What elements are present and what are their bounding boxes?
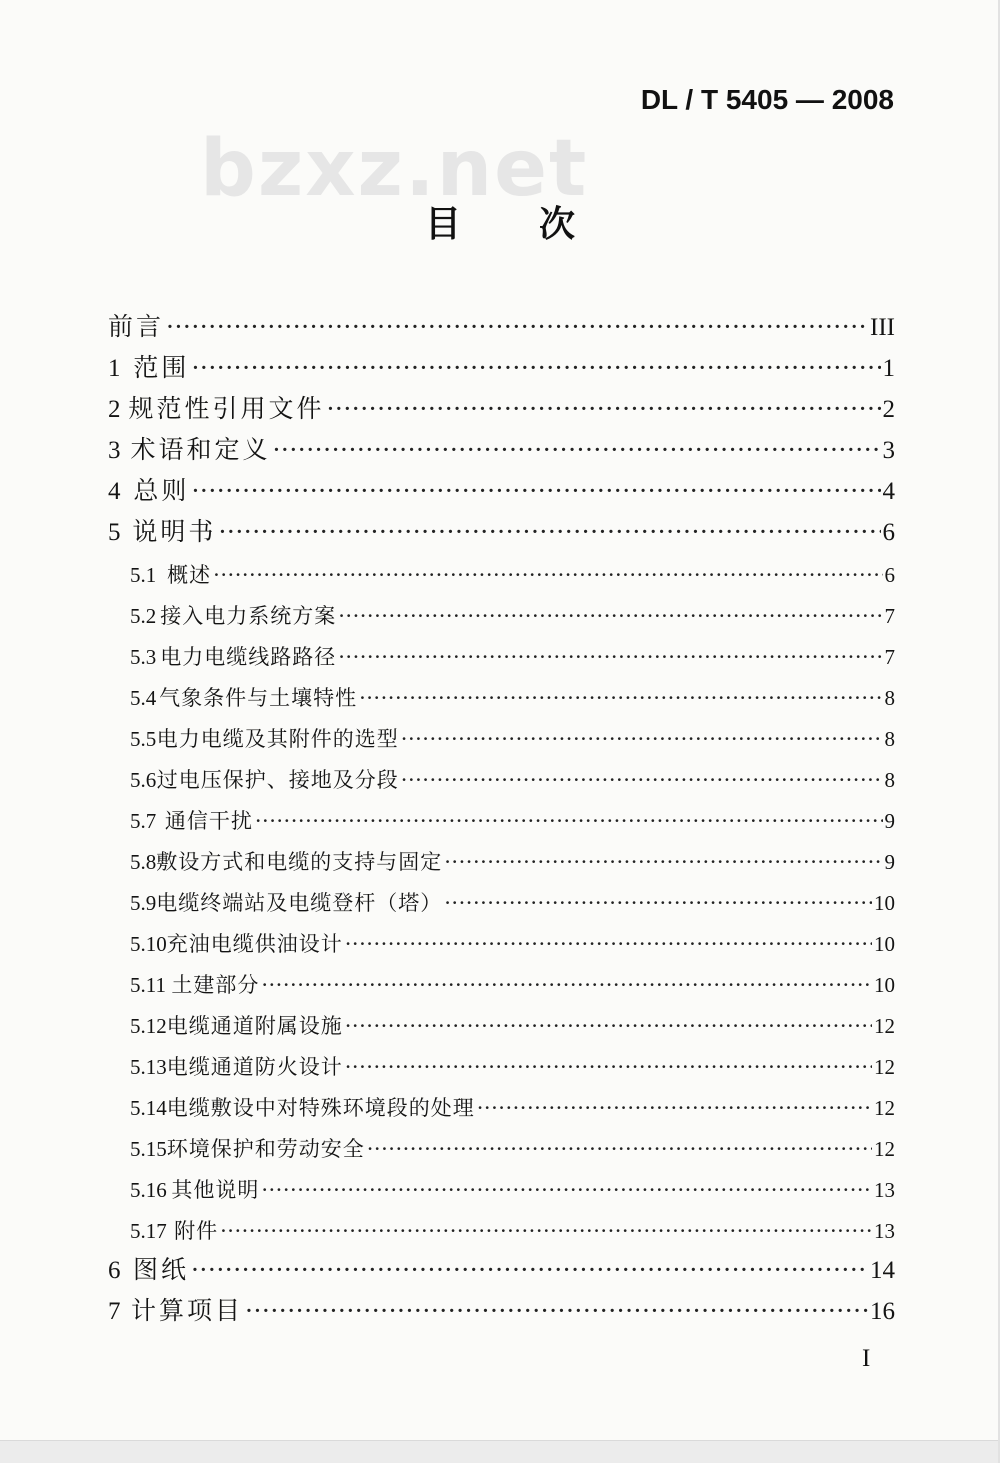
dot-leader [401,727,883,751]
toc-entry-label: 图纸 [132,1255,189,1284]
toc-entry-number: 5.4 [130,686,157,710]
toc-entry-5-11[interactable] [130,969,895,999]
toc-entry-label: 前言 [108,312,165,341]
toc-entry-label: 敷设方式和电缆的支持与固定 [156,850,443,874]
dot-leader [166,312,868,341]
toc-entry-7[interactable] [108,1291,895,1327]
toc-entry-page: 14 [870,1257,895,1284]
toc-entry-5-17[interactable] [130,1215,895,1245]
toc-entry-number: 5.13 [130,1055,167,1079]
toc-entry-label: 总则 [133,476,190,505]
dot-leader [444,891,872,915]
toc-entry-label: 规范性引用文件 [128,394,325,423]
toc-entry-page: III [870,314,895,341]
toc-entry-5-4[interactable] [130,682,895,712]
dot-leader [401,768,883,792]
toc-entry-page: 7 [884,645,895,669]
toc-entry-5-16[interactable] [130,1174,895,1204]
toc-entry-number: 5.10 [130,932,167,956]
dot-leader [345,932,872,956]
toc-entry-page: 12 [874,1137,895,1161]
toc-entry-page: 13 [874,1178,895,1202]
toc-entry-5-2[interactable] [130,600,895,630]
toc-entry-page: 10 [874,932,895,956]
toc-entry-1[interactable] [108,348,895,384]
toc-entry-label: 电力电缆及其附件的选型 [156,727,399,751]
toc-entry-label: 气象条件与土壤特性 [159,686,358,710]
dot-leader [213,563,882,587]
toc-entry-label: 概述 [167,563,212,587]
toc-entry-number: 5.11 [130,973,166,997]
toc-entry-number: 5.17 [130,1219,167,1243]
toc-entry-number: 5.7 [130,809,157,833]
toc-entry-page: 4 [882,478,895,505]
toc-entry-number: 5.6 [130,768,157,792]
toc-entry-5-7[interactable] [130,805,895,835]
toc-entry-number: 5.2 [130,604,157,628]
toc-entry-5-10[interactable] [130,928,895,958]
toc-entry-5-6[interactable] [130,764,895,794]
dot-leader [191,353,880,382]
toc-entry-page: 6 [884,563,895,587]
toc-entry-5-1[interactable] [130,559,895,589]
toc-entry-label: 充油电缆供油设计 [166,932,343,956]
toc-entry-page: 12 [874,1055,895,1079]
toc-entry-label: 通信干扰 [164,809,253,833]
page-folio: I [862,1345,871,1372]
toc-entry-page: 8 [884,686,895,710]
toc-entry-4[interactable] [108,471,895,507]
toc-entry-label: 说明书 [132,517,217,546]
toc-entry-number: 5 [108,519,121,546]
toc-entry-label: 计算项目 [130,1296,243,1325]
toc-entry-page: 12 [874,1096,895,1120]
toc-entry-label: 电缆敷设中对特殊环境段的处理 [166,1096,475,1120]
toc-entry-label: 电力电缆线路路径 [160,645,337,669]
toc-entry-label: 范围 [133,353,190,382]
toc-entry-5-8[interactable] [130,846,895,876]
title-char-1: 目 [424,204,461,245]
dot-leader [367,1137,872,1161]
toc-entry-number: 5.3 [130,645,157,669]
dot-leader [272,435,880,464]
toc-entry-3[interactable] [108,430,895,466]
toc-entry-5-13[interactable] [130,1051,895,1081]
toc-entry-5[interactable] [108,512,895,548]
toc-entry-label: 土建部分 [171,973,260,997]
toc-entry-number: 4 [108,478,121,505]
dot-leader [326,394,880,423]
dot-leader [477,1096,872,1120]
toc-entry-number: 5.14 [130,1096,167,1120]
toc-entry-number: 2 [108,396,121,423]
dot-leader [261,1178,872,1202]
toc-entry-page: 8 [884,727,895,751]
toc-entry-6[interactable] [108,1250,895,1286]
toc-entry-number: 5.5 [130,727,157,751]
toc-entry-5-14[interactable] [130,1092,895,1122]
toc-entry-label: 环境保护和劳动安全 [166,1137,365,1161]
toc-entry-5-15[interactable] [130,1133,895,1163]
toc-entry-page: 10 [874,891,895,915]
toc-entry-2[interactable] [108,389,895,425]
toc-entry-number: 7 [108,1298,121,1325]
standard-number: DL / T 5405 — 2008 [640,84,894,115]
toc-entry-number: 5.15 [130,1137,167,1161]
toc-entry-page: 2 [882,396,895,423]
watermark-text: bzxz.net [200,124,589,214]
dot-leader [220,1219,872,1243]
dot-leader [444,850,882,874]
toc-entry-page: 8 [884,768,895,792]
toc-entry-page: 6 [882,519,895,546]
dot-leader [359,686,882,710]
dot-leader [218,517,880,546]
toc-entry-label: 附件 [174,1219,219,1243]
toc-entry-page: 3 [882,437,895,464]
dot-leader [245,1296,868,1325]
toc-entry-page: 10 [874,973,895,997]
toc-entry-number: 5.12 [130,1014,167,1038]
toc-entry-number: 5.1 [130,563,157,587]
title-char-2: 次 [539,204,576,245]
toc-entry-label: 电缆终端站及电缆登杆（塔） [156,891,443,915]
toc-entry-page: 12 [874,1014,895,1038]
toc-entry-label: 电缆通道防火设计 [166,1055,343,1079]
toc-entry-5-5[interactable] [130,723,895,753]
toc-entry-label: 术语和定义 [130,435,271,464]
toc-entry-number: 5.9 [130,891,157,915]
dot-leader [191,1255,868,1284]
toc-entry-foreword[interactable] [108,307,895,343]
toc-entry-5-12[interactable] [130,1010,895,1040]
toc-entry-number: 1 [108,355,121,382]
dot-leader [261,973,872,997]
toc-entry-page: 16 [870,1298,895,1325]
toc-entry-page: 9 [884,850,895,874]
toc-entry-number: 5.16 [130,1178,167,1202]
dot-leader [338,645,882,669]
dot-leader [191,476,880,505]
toc-entry-page: 1 [882,355,895,382]
toc-entry-page: 7 [884,604,895,628]
toc-entry-5-9[interactable] [130,887,895,917]
toc-entry-label: 接入电力系统方案 [160,604,337,628]
viewer-bottom-strip [0,1440,1000,1463]
toc-entry-label: 电缆通道附属设施 [166,1014,343,1038]
toc-entry-page: 13 [874,1219,895,1243]
toc-entry-number: 3 [108,437,121,464]
toc-entry-5-3[interactable] [130,641,895,671]
dot-leader [345,1055,872,1079]
dot-leader [255,809,883,833]
toc-entry-number: 5.8 [130,850,157,874]
toc-entry-number: 6 [108,1257,121,1284]
dot-leader [338,604,882,628]
toc-entry-label: 过电压保护、接地及分段 [156,768,399,792]
toc-entry-page: 9 [884,809,895,833]
toc-entry-label: 其他说明 [171,1178,260,1202]
dot-leader [345,1014,872,1038]
